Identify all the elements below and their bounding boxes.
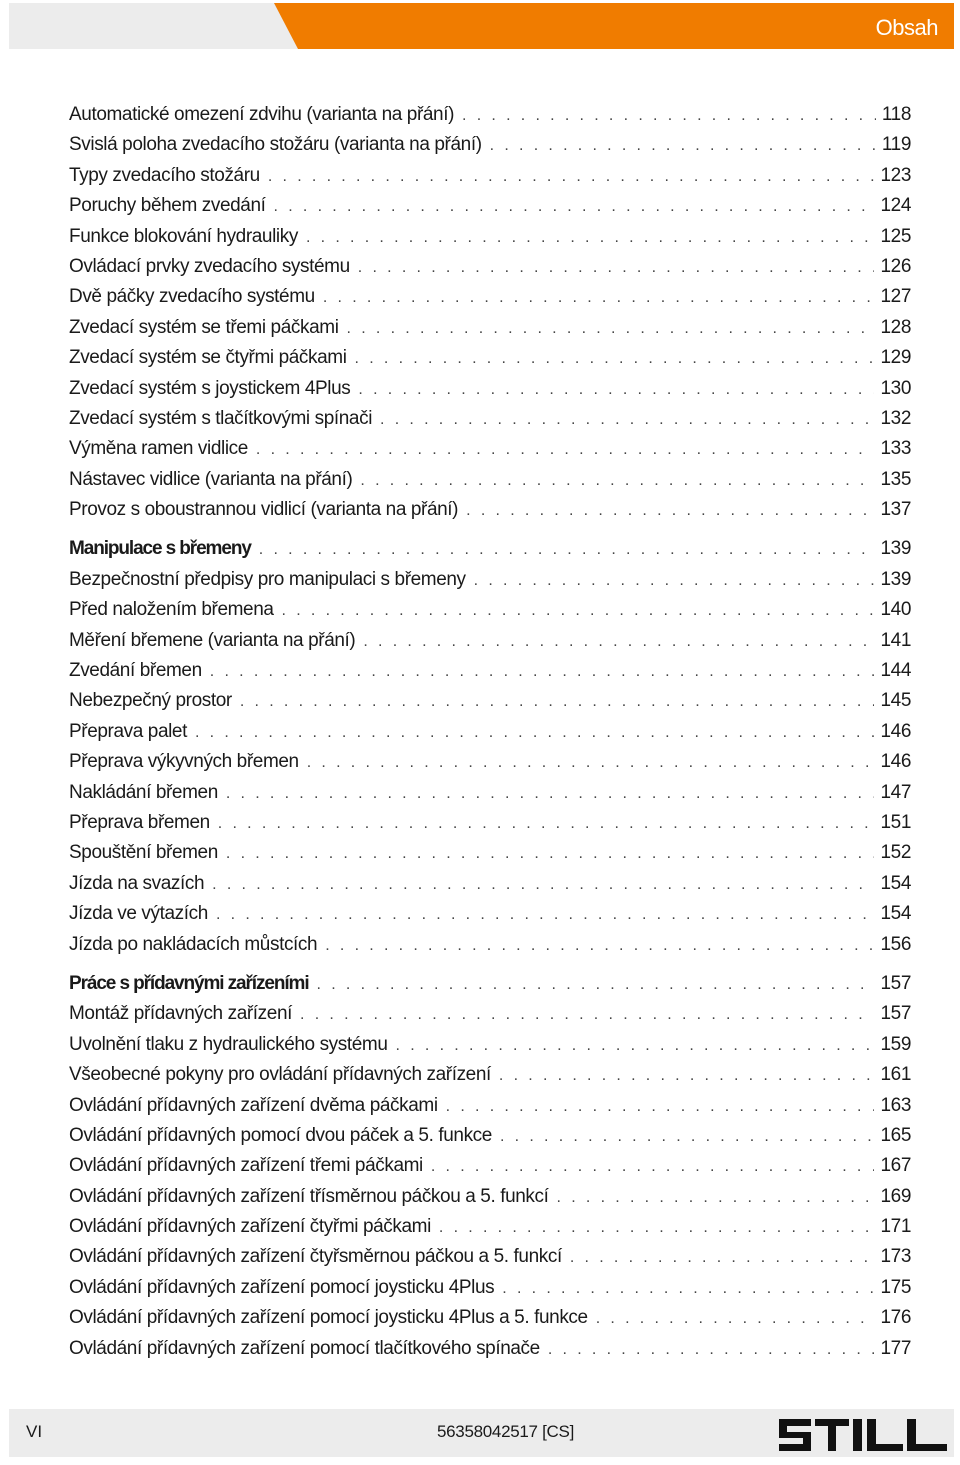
toc-leader-dots [358,381,874,399]
toc-leader-dots [462,107,876,125]
toc-entry[interactable] [69,1095,911,1125]
toc-entry[interactable] [69,134,911,164]
toc-leader-dots [557,1189,875,1207]
toc-entry-title: Jízda ve výtazích [69,903,208,925]
toc-entry[interactable] [69,1003,911,1033]
toc-entry-page: 147 [880,781,911,803]
toc-leader-dots [323,289,875,307]
toc-entry-page: 145 [880,690,911,712]
toc-entry-title: Jízda na svazích [69,872,205,894]
toc-entry-title: Bezpečnostní předpisy pro manipulaci s břemeny [69,568,466,590]
toc-leader-dots [363,633,874,651]
toc-entry[interactable] [69,934,911,964]
toc-leader-dots [218,815,875,833]
toc-leader-dots [596,1310,875,1328]
toc-entry-page: 154 [880,872,911,894]
table-of-contents [69,104,911,1368]
toc-entry-page: 163 [880,1094,911,1116]
toc-entry[interactable] [69,903,911,933]
toc-entry-title: Uvolnění tlaku z hydraulického systému [69,1033,388,1055]
toc-leader-dots [360,472,874,490]
toc-entry-page: 130 [880,377,911,399]
toc-entry-page: 177 [880,1337,911,1359]
toc-entry-title: Jízda po nakládacích můstcích [69,933,318,955]
toc-entry-page: 151 [880,811,911,833]
toc-entry[interactable] [69,256,911,286]
toc-entry-title: Měření břemene (varianta na přání) [69,629,356,651]
toc-entry-title: Zvedací systém s tlačítkovými spínači [69,407,373,429]
toc-entry-title: Ovládání přídavných zařízení pomocí tlačítkového spínače [69,1337,540,1359]
toc-entry[interactable] [69,1246,911,1276]
toc-entry[interactable] [69,1186,911,1216]
toc-entry[interactable] [69,378,911,408]
toc-entry[interactable] [69,721,911,751]
toc-entry[interactable] [69,408,911,438]
toc-entry-title: Ovládání přídavných zařízení pomocí joysticku 4Plus a 5. funkce [69,1307,588,1329]
toc-entry[interactable] [69,1064,911,1094]
toc-leader-dots [259,541,875,559]
still-logo-icon [779,1417,949,1453]
toc-entry-page: 140 [880,599,911,621]
toc-entry[interactable] [69,599,911,629]
toc-entry-page: 146 [880,720,911,742]
toc-entry-title: Poruchy během zvedání [69,195,266,217]
toc-leader-dots [307,754,875,772]
toc-entry[interactable] [69,812,911,842]
toc-entry[interactable] [69,1307,911,1337]
toc-entry-title: Ovládání přídavných zařízení dvěma páčkami [69,1094,438,1116]
toc-entry[interactable] [69,438,911,468]
toc-entry-page: 165 [880,1124,911,1146]
toc-leader-dots [355,350,875,368]
toc-leader-dots [502,1280,874,1298]
toc-leader-dots [500,1128,875,1146]
toc-entry-page: 173 [880,1246,911,1268]
page-header [9,3,954,49]
toc-entry[interactable] [69,569,911,599]
toc-entry-title: Před naložením břemena [69,599,274,621]
toc-entry-title: Výměna ramen vidlice [69,438,248,460]
toc-entry-page: 144 [880,660,911,682]
toc-entry[interactable] [69,347,911,377]
header-orange-bar [274,3,954,49]
toc-entry[interactable] [69,1125,911,1155]
toc-entry[interactable] [69,1338,911,1368]
toc-entry[interactable] [69,873,911,903]
toc-leader-dots [274,198,875,216]
toc-leader-dots [226,845,875,863]
toc-leader-dots [226,785,875,803]
toc-entry[interactable] [69,469,911,499]
toc-entry[interactable] [69,782,911,812]
page-footer [9,1409,954,1457]
toc-leader-dots [347,320,875,338]
toc-entry[interactable] [69,690,911,720]
toc-leader-dots [466,502,874,520]
page-number: VI [26,1422,43,1441]
toc-entry[interactable] [69,751,911,781]
toc-entry-page: 119 [881,134,911,156]
toc-leader-dots [216,906,875,924]
toc-entry-title: Dvě páčky zvedacího systému [69,286,315,308]
toc-entry-page: 157 [880,972,911,994]
toc-entry-title: Svislá poloha zvedacího stožáru (varianta na přání) [69,134,482,156]
toc-entry-title: Zvedací systém se třemi páčkami [69,316,339,338]
toc-entry[interactable] [69,660,911,690]
toc-entry-title: Nástavec vidlice (varianta na přání) [69,468,353,490]
toc-leader-dots [282,602,875,620]
toc-entry-title: Zvedání břemen [69,660,202,682]
toc-entry[interactable] [69,842,911,872]
toc-leader-dots [306,229,875,247]
toc-leader-dots [325,937,874,955]
toc-entry-page: 152 [880,842,911,864]
toc-entry-title: Spouštění břemen [69,842,218,864]
toc-leader-dots [195,724,875,742]
page-title: Obsah [875,15,938,40]
toc-leader-dots [358,259,875,277]
toc-entry-title: Nakládání břemen [69,781,218,803]
toc-entry-title: Přeprava palet [69,720,187,742]
toc-entry-page: 129 [880,347,911,369]
toc-entry[interactable] [69,538,911,568]
toc-entry-page: 175 [880,1276,911,1298]
toc-leader-dots [548,1341,875,1359]
toc-leader-dots [474,572,875,590]
toc-entry[interactable] [69,1277,911,1307]
toc-entry-page: 133 [880,438,911,460]
toc-entry-page: 176 [880,1307,911,1329]
toc-leader-dots [396,1037,875,1055]
toc-leader-dots [431,1158,875,1176]
toc-entry[interactable] [69,226,911,256]
toc-entry-page: 169 [880,1185,911,1207]
toc-entry-title: Nebezpečný prostor [69,690,232,712]
toc-entry-title: Ovládání přídavných zařízení třemi páčkami [69,1155,423,1177]
toc-entry-title: Funkce blokování hydrauliky [69,225,298,247]
toc-entry-page: 171 [880,1216,911,1238]
toc-entry-page: 127 [880,286,911,308]
toc-entry-page: 157 [880,1003,911,1025]
toc-entry-page: 167 [880,1155,911,1177]
toc-leader-dots [439,1219,875,1237]
toc-leader-dots [570,1249,875,1267]
toc-leader-dots [210,663,875,681]
toc-entry-page: 128 [880,316,911,338]
toc-entry-page: 135 [880,468,911,490]
toc-entry-page: 154 [880,903,911,925]
toc-leader-dots [268,168,875,186]
toc-entry-page: 118 [881,104,911,125]
toc-entry-title: Ovládací prvky zvedacího systému [69,255,350,277]
toc-entry-page: 139 [880,568,911,590]
toc-entry-page: 137 [880,499,911,521]
toc-entry[interactable] [69,195,911,225]
toc-entry[interactable] [69,104,911,134]
toc-entry-title: Zvedací systém se čtyřmi páčkami [69,347,347,369]
toc-entry-title: Ovládání přídavných zařízení čtyřmi páčkami [69,1216,431,1238]
toc-entry-title: Manipulace s břemeny [69,538,251,560]
toc-entry[interactable] [69,317,911,347]
toc-entry[interactable] [69,499,911,529]
toc-entry-title: Přeprava výkyvných břemen [69,751,299,773]
toc-entry-page: 125 [880,225,911,247]
toc-entry-page: 124 [880,195,911,217]
toc-entry-page: 139 [880,538,911,560]
toc-leader-dots [317,976,875,994]
toc-entry-title: Automatické omezení zdvihu (varianta na přání) [69,104,455,125]
document-code: 56358042517 [CS] [437,1422,574,1441]
toc-entry-page: 126 [880,255,911,277]
toc-leader-dots [446,1098,875,1116]
toc-entry-title: Ovládání přídavných zařízení pomocí joysticku 4Plus [69,1276,495,1298]
toc-leader-dots [300,1006,874,1024]
toc-leader-dots [240,693,875,711]
toc-entry-title: Zvedací systém s joystickem 4Plus [69,377,351,399]
toc-entry-title: Provoz s oboustrannou vidlicí (varianta na přání) [69,499,459,521]
toc-entry-title: Ovládání přídavných pomocí dvou páček a 5. funkce [69,1124,492,1146]
toc-entry[interactable] [69,1155,911,1185]
toc-entry-page: 141 [880,629,911,651]
toc-leader-dots [490,137,876,155]
toc-entry-title: Ovládání přídavných zařízení třísměrnou páčkou a 5. funkcí [69,1185,549,1207]
toc-leader-dots [499,1067,875,1085]
toc-entry[interactable] [69,1216,911,1246]
toc-leader-dots [212,876,874,894]
toc-entry-title: Montáž přídavných zařízení [69,1003,292,1025]
toc-leader-dots [380,411,874,429]
toc-entry-page: 132 [880,407,911,429]
toc-entry-title: Ovládání přídavných zařízení čtyřsměrnou páčkou a 5. funkcí [69,1246,562,1268]
toc-entry-page: 161 [880,1064,911,1086]
toc-entry-title: Práce s přídavnými zařízeními [69,972,309,994]
toc-entry-title: Přeprava břemen [69,811,210,833]
toc-entry[interactable] [69,165,911,195]
toc-entry-page: 146 [880,751,911,773]
toc-entry-title: Všeobecné pokyny pro ovládání přídavných zařízení [69,1064,491,1086]
toc-entry[interactable] [69,630,911,660]
toc-leader-dots [256,441,875,459]
toc-entry-page: 159 [880,1033,911,1055]
toc-entry-page: 156 [880,933,911,955]
toc-entry[interactable] [69,1034,911,1064]
toc-entry[interactable] [69,286,911,316]
toc-entry[interactable] [69,973,911,1003]
toc-entry-title: Typy zvedacího stožáru [69,164,260,186]
toc-entry-page: 123 [880,164,911,186]
